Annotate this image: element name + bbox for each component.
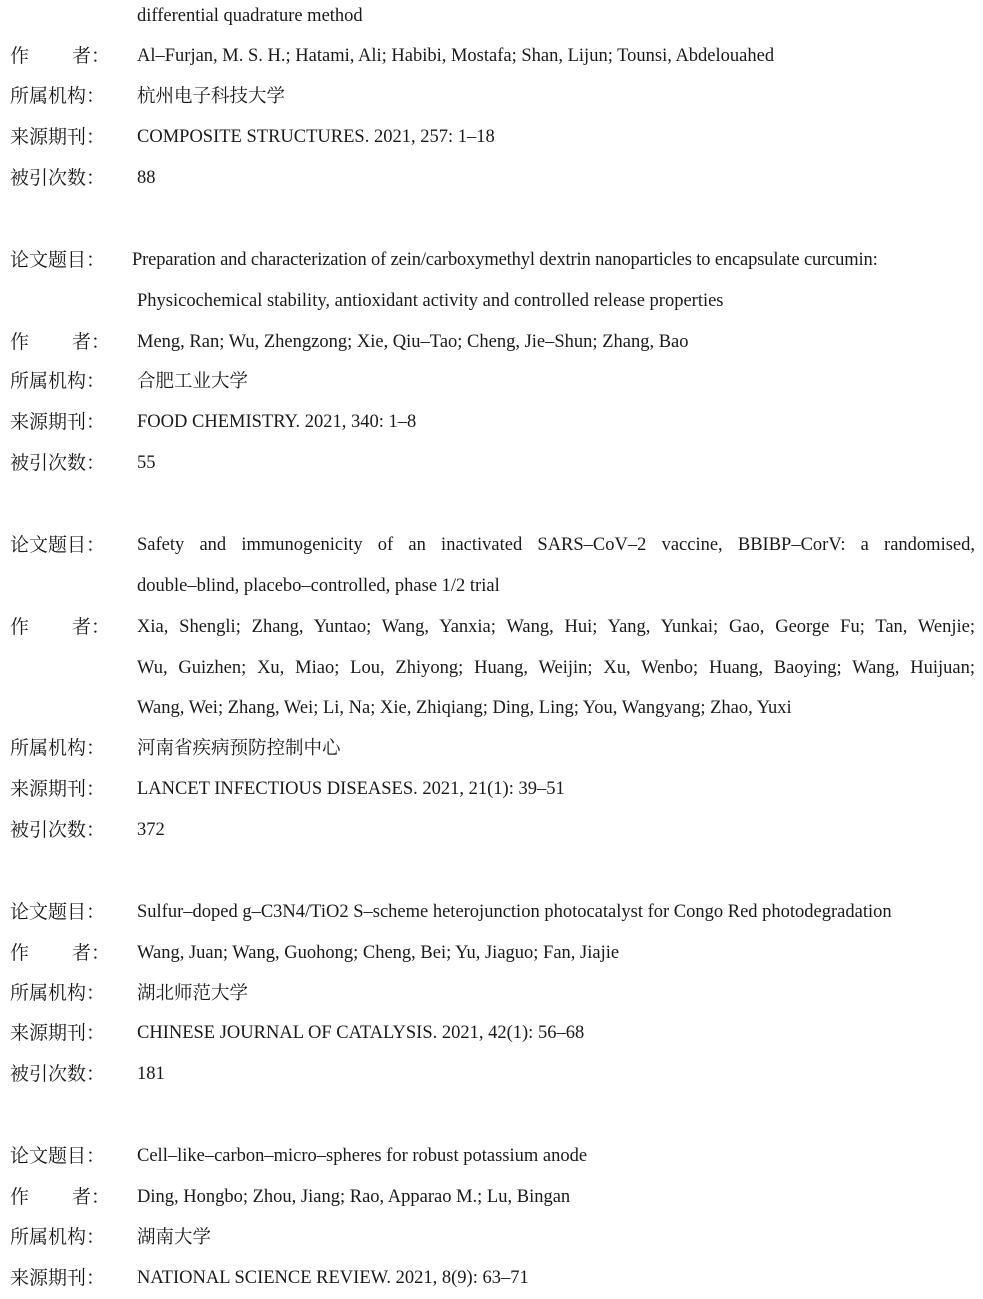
authors-label-char-1: 作: [10, 331, 30, 353]
paper-title-text: Preparation and characterization of zein/carboxymethyl dextrin nanoparticles to encapsulate curcumin:: [132, 250, 878, 270]
authors-label-char-2: 者：: [72, 616, 111, 638]
paper-title-text: Safety and immunogenicity of an inactivated SARS–CoV–2 vaccine, BBIBP–CorV: a randomised,: [137, 535, 975, 555]
title-label: 论文题目：: [10, 1145, 106, 1167]
title-label: 论文题目：: [10, 534, 106, 556]
entry-2-title-line-2: [0, 281, 983, 322]
authors-label-char-1: 作: [10, 1186, 30, 1208]
source-text: CHINESE JOURNAL OF CATALYSIS. 2021, 42(1): 56–68: [137, 1023, 585, 1043]
authors-label-char-2: 者：: [72, 1186, 111, 1208]
source-text: LANCET INFECTIOUS DISEASES. 2021, 21(1): 39–51: [137, 779, 565, 799]
citations-text: 372: [137, 820, 165, 840]
paper-title-text: Sulfur–doped g–C3N4/TiO2 S–scheme heterojunction photocatalyst for Congo Red photodegradation: [137, 902, 892, 922]
source-text: NATIONAL SCIENCE REVIEW. 2021, 8(9): 63–71: [137, 1268, 529, 1288]
affiliation-label: 所属机构：: [10, 982, 106, 1004]
entry-2-affiliation-row: [0, 361, 983, 402]
affiliation-label: 所属机构：: [10, 370, 106, 392]
authors-label-char-1: 作: [10, 45, 30, 67]
citations-text: 55: [137, 453, 156, 473]
affiliation-label: 所属机构：: [10, 85, 106, 107]
title-label: 论文题目：: [10, 249, 106, 271]
entry-2-source-row: [0, 402, 983, 443]
entry-5-source-row: [0, 1258, 983, 1299]
entry-4-title-row: [0, 892, 983, 933]
source-label: 来源期刊：: [10, 1267, 106, 1289]
entry-3-affiliation-row: [0, 728, 983, 769]
authors-label: [10, 607, 130, 648]
authors-label: [10, 322, 130, 363]
entry-2-citations-row: [0, 443, 983, 484]
affiliation-text: 杭州电子科技大学: [137, 86, 286, 107]
citations-text: 181: [137, 1064, 165, 1084]
entry-3-source-row: [0, 769, 983, 810]
authors-label: [10, 933, 130, 974]
title-label: 论文题目：: [10, 901, 106, 923]
entry-1-affiliation-row: [0, 76, 983, 117]
citations-label: 被引次数：: [10, 452, 106, 474]
entry-1-title-line-2: [0, 0, 983, 37]
entry-5-title-row: [0, 1136, 983, 1177]
entry-3-title-line-2: [0, 566, 983, 607]
authors-label: [10, 36, 130, 77]
entry-1-citations-row: [0, 158, 983, 199]
source-label: 来源期刊：: [10, 1022, 106, 1044]
entry-1-source-row: [0, 117, 983, 158]
source-label: 来源期刊：: [10, 126, 106, 148]
affiliation-text: 合肥工业大学: [137, 371, 249, 392]
entry-3-title-row: [0, 525, 983, 566]
affiliation-text: 湖南大学: [137, 1227, 212, 1248]
entry-4-affiliation-row: [0, 973, 983, 1014]
authors-label-char-2: 者：: [72, 45, 111, 67]
authors-text: Wang, Wei; Zhang, Wei; Li, Na; Xie, Zhiqiang; Ding, Ling; You, Wangyang; Zhao, Yuxi: [137, 698, 792, 718]
paper-title-text: Physicochemical stability, antioxidant activity and controlled release properties: [137, 291, 724, 311]
source-text: COMPOSITE STRUCTURES. 2021, 257: 1–18: [137, 127, 495, 147]
entry-2-authors-row: [0, 322, 983, 363]
citations-label: 被引次数：: [10, 819, 106, 841]
source-label: 来源期刊：: [10, 411, 106, 433]
paper-title-text: differential quadrature method: [137, 6, 363, 26]
authors-text: Al–Furjan, M. S. H.; Hatami, Ali; Habibi, Mostafa; Shan, Lijun; Tounsi, Abdelouahed: [137, 46, 775, 66]
authors-text: Wu, Guizhen; Xu, Miao; Lou, Zhiyong; Huang, Weijin; Xu, Wenbo; Huang, Baoying; Wang, Huijuan;: [137, 658, 975, 678]
entry-2-title-row: [0, 240, 983, 281]
authors-text: Xia, Shengli; Zhang, Yuntao; Wang, Yanxia; Wang, Hui; Yang, Yunkai; Gao, George Fu; Tan, Wenjie;: [137, 617, 975, 637]
affiliation-text: 河南省疾病预防控制中心: [137, 738, 341, 759]
authors-label-char-2: 者：: [72, 331, 111, 353]
source-text: FOOD CHEMISTRY. 2021, 340: 1–8: [137, 412, 417, 432]
entry-5-authors-row: [0, 1177, 983, 1218]
affiliation-label: 所属机构：: [10, 1226, 106, 1248]
entry-3-citations-row: [0, 810, 983, 851]
paper-title-text: double–blind, placebo–controlled, phase 1/2 trial: [137, 576, 500, 596]
authors-label-char-1: 作: [10, 942, 30, 964]
entry-5-affiliation-row: [0, 1217, 983, 1258]
affiliation-label: 所属机构：: [10, 737, 106, 759]
entry-3-authors-line-3: [0, 688, 983, 729]
entry-4-authors-row: [0, 933, 983, 974]
authors-label-char-2: 者：: [72, 942, 111, 964]
citations-label: 被引次数：: [10, 167, 106, 189]
authors-text: Meng, Ran; Wu, Zhengzong; Xie, Qiu–Tao; Cheng, Jie–Shun; Zhang, Bao: [137, 332, 689, 352]
authors-text: Ding, Hongbo; Zhou, Jiang; Rao, Apparao M.; Lu, Bingan: [137, 1187, 571, 1207]
entry-1-authors-row: [0, 36, 983, 77]
entry-3-authors-row: [0, 607, 983, 648]
source-label: 来源期刊：: [10, 778, 106, 800]
citations-text: 88: [137, 168, 156, 188]
authors-label: [10, 1177, 130, 1218]
authors-text: Wang, Juan; Wang, Guohong; Cheng, Bei; Yu, Jiaguo; Fan, Jiajie: [137, 943, 620, 963]
paper-title-text: Cell–like–carbon–micro–spheres for robust potassium anode: [137, 1146, 588, 1166]
entry-3-authors-line-2: [0, 648, 983, 689]
affiliation-text: 湖北师范大学: [137, 983, 249, 1004]
entry-4-source-row: [0, 1013, 983, 1054]
entry-4-citations-row: [0, 1054, 983, 1095]
citations-label: 被引次数：: [10, 1063, 106, 1085]
authors-label-char-1: 作: [10, 616, 30, 638]
